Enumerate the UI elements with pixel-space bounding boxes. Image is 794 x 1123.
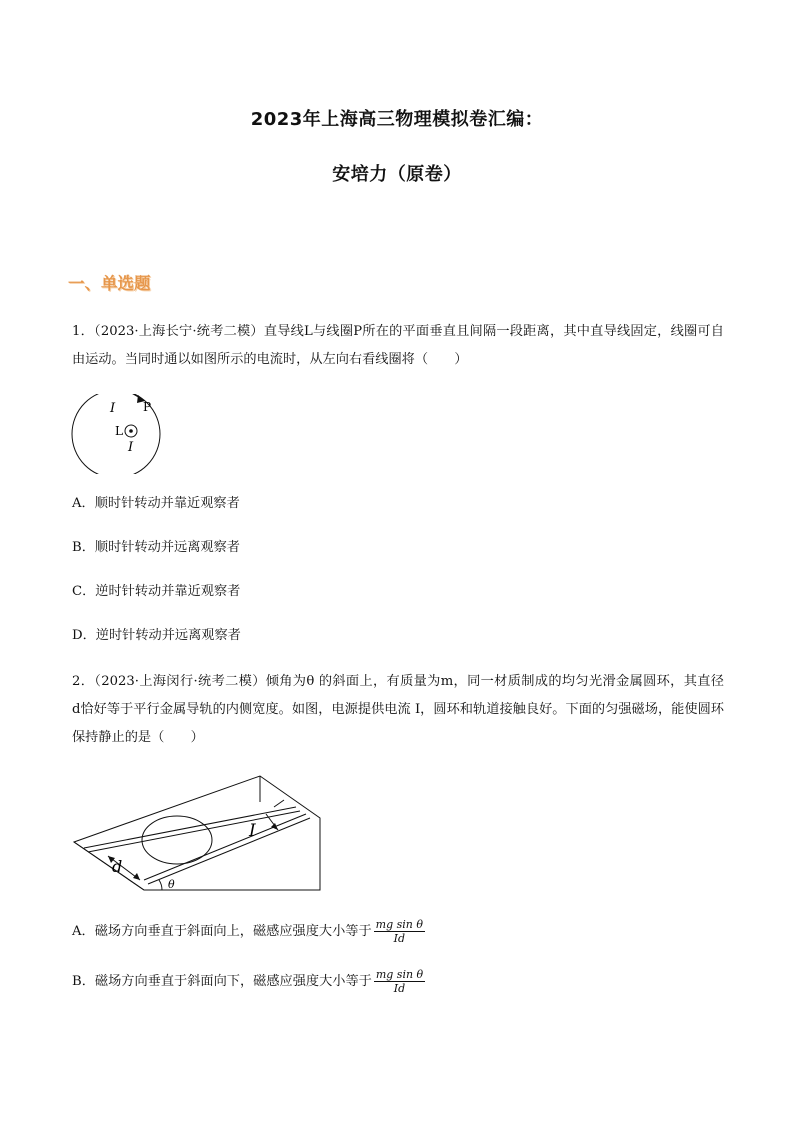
- document-subtitle: 安培力（原卷）: [332, 164, 462, 185]
- question-2-stem: 2．（2023·上海闵行·统考二模）倾角为θ 的斜面上，有质量为m，同一材质制成的均匀光滑金属圆环，其直径 d恰好等于平行金属导轨的内侧宽度。如图，电源提供电流 I，圆环和轨道接触良好。下面的匀强磁场，能使圆环保持静止的是（ ）: [72, 674, 738, 745]
- question-2-figure: [70, 772, 330, 894]
- option-a-fraction: [374, 918, 425, 945]
- option-b-fraction: [374, 968, 425, 995]
- section-heading: 一、单选题: [68, 274, 151, 293]
- label-L: L: [115, 424, 123, 438]
- label-d: d: [112, 857, 123, 876]
- question-1-figure: [66, 394, 166, 474]
- option-a-text: A．磁场方向垂直于斜面向上，磁感应强度大小等于: [72, 924, 372, 939]
- label-I: I: [249, 821, 256, 841]
- fraction-denominator: Id: [393, 982, 406, 995]
- question-1-option-a: A．顺时针转动并靠近观察者: [72, 496, 240, 511]
- current-arrow-icon: [271, 823, 278, 830]
- question-1-option-d: D．逆时针转动并远离观察者: [72, 628, 241, 643]
- question-1-option-c: C．逆时针转动并靠近观察者: [72, 584, 241, 599]
- label-I-bottom: I: [128, 440, 134, 455]
- question-1-option-b: B．顺时针转动并远离观察者: [72, 540, 240, 555]
- wire-dot-icon: [129, 429, 133, 433]
- option-b-text: B．磁场方向垂直于斜面向下，磁感应强度大小等于: [72, 974, 372, 989]
- document-title: 2023年上海高三物理模拟卷汇编：: [250, 109, 544, 130]
- label-theta: θ: [168, 878, 175, 891]
- label-I-top: I: [110, 401, 116, 416]
- question-2-option-b: [72, 968, 425, 995]
- question-1-stem: 1．（2023·上海长宁·统考二模）直导线L与线圈P所在的平面垂直且间隔一段距离，其中直导线固定，线圈可自由运动。当同时通以如图所示的电流时，从左向右看线圈将（ ）: [72, 324, 724, 367]
- fraction-numerator: mg sin θ: [375, 968, 424, 981]
- fraction-denominator: Id: [393, 932, 406, 945]
- question-2-option-a: [72, 918, 425, 945]
- label-P: P: [143, 400, 152, 414]
- fraction-numerator: mg sin θ: [375, 918, 423, 931]
